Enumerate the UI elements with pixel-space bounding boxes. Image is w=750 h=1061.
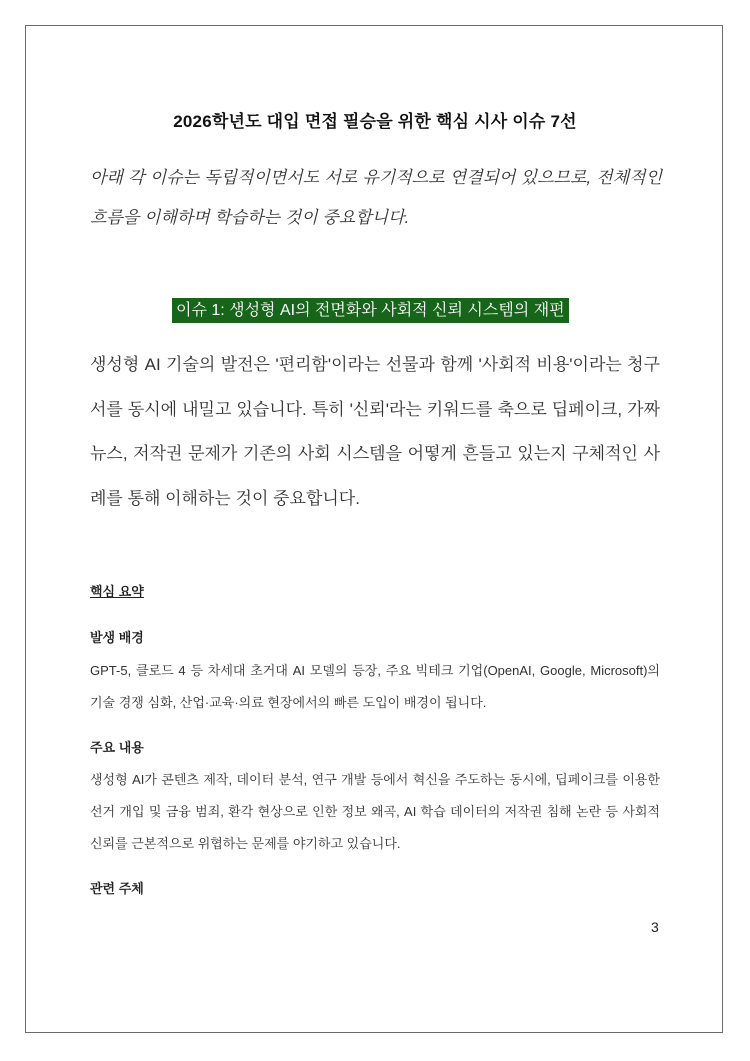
page-number: 3: [651, 919, 659, 935]
background-heading: 발생 배경: [90, 630, 144, 645]
summary-heading: 핵심 요약: [90, 584, 144, 599]
issue-1-header: 이슈 1: 생성형 AI의 전면화와 사회적 신뢰 시스템의 재편: [172, 298, 569, 323]
intro-paragraph: 아래 각 이슈는 독립적이면서도 서로 유기적으로 연결되어 있으므로, 전체적인 흐름을 이해하며 학습하는 것이 중요합니다.: [90, 168, 662, 227]
main-content-heading: 주요 내용: [90, 740, 144, 755]
background-body: GPT-5, 클로드 4 등 차세대 초거대 AI 모델의 등장, 주요 빅테크 기업(OpenAI, Google, Microsoft)의 기술 경쟁 심화, 산업·교육·의료 현장에서의 빠른 도입이 배경이 됩니다.: [90, 663, 660, 710]
document-title: 2026학년도 대입 면접 필승을 위한 핵심 시사 이슈 7선: [173, 112, 577, 131]
main-content-body: 생성형 AI가 콘텐츠 제작, 데이터 분석, 연구 개발 등에서 혁신을 주도하는 동시에, 딥페이크를 이용한 선거 개입 및 금융 범죄, 환각 현상으로 인한 정보 왜곡, AI 학습 데이터의 저작권 침해 논란 등 사회적 신뢰를 근본적으로 위협하는 문제를 야기하고 있습니다.: [90, 772, 660, 851]
issue-1-description: 생성형 AI 기술의 발전은 '편리함'이라는 선물과 함께 '사회적 비용'이라는 청구서를 동시에 내밀고 있습니다. 특히 '신뢰'라는 키워드를 축으로 딥페이크, 가짜뉴스, 저작권 문제가 기존의 사회 시스템을 어떻게 흔들고 있는지 구체적인 사례를 통해 이해하는 것이 중요합니다.: [90, 355, 660, 508]
stakeholders-heading: 관련 주체: [90, 881, 144, 896]
